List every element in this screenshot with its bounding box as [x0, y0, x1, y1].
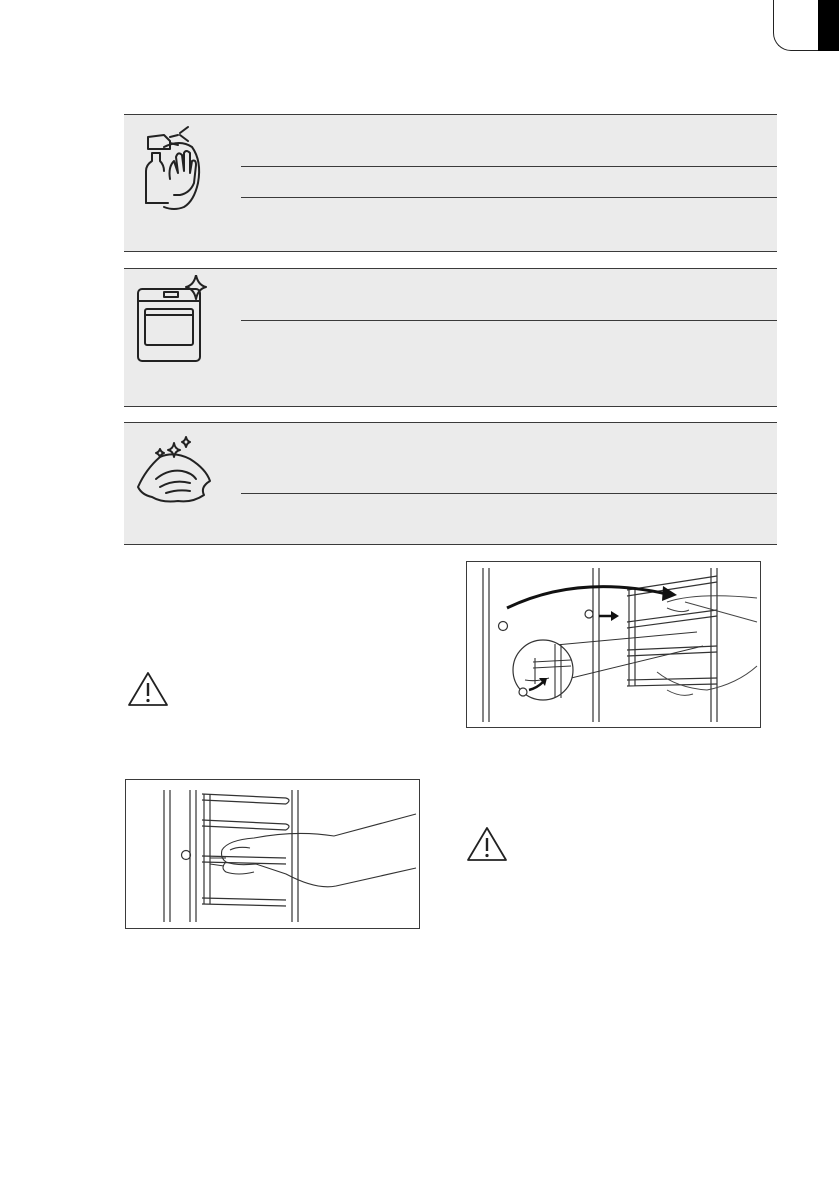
spray-bottle-cloth-icon — [134, 121, 214, 218]
page-side-tab-marker — [818, 0, 839, 51]
oven-side-rail-installation-illustration — [466, 561, 761, 728]
cloth-wipe-sparkle-icon — [134, 429, 218, 526]
oven-sparkle-icon — [134, 275, 214, 372]
warning-triangle-icon — [466, 826, 508, 867]
panel-divider — [241, 493, 777, 494]
cleaning-agents-panel — [124, 114, 777, 252]
panel-divider — [241, 166, 777, 167]
panel-divider — [241, 197, 777, 198]
oven-care-panel — [124, 268, 777, 407]
panel-divider — [241, 320, 777, 321]
cloth-care-panel — [124, 422, 777, 545]
oven-side-rail-removal-illustration — [125, 779, 420, 929]
warning-triangle-icon — [127, 671, 169, 712]
